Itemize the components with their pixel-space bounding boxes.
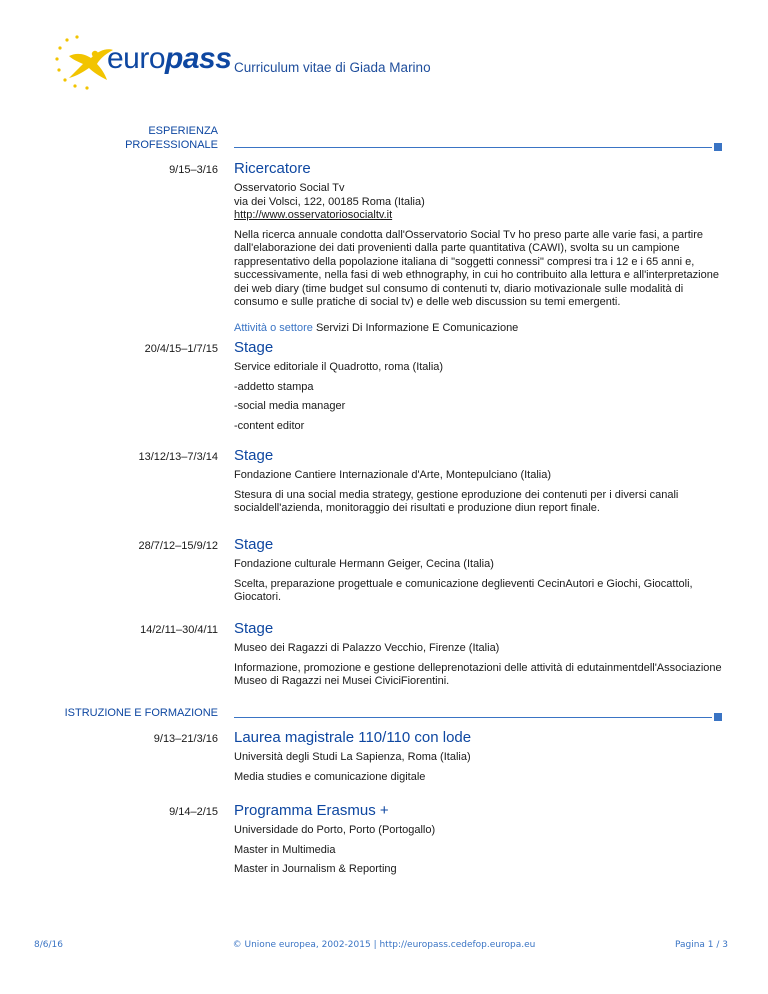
experience-entry [234, 536, 726, 611]
entry-title: Laurea magistrale 110/110 con lode [234, 729, 472, 746]
entry-line: -addetto stampa [234, 380, 314, 393]
entry-line: -content editor [234, 419, 305, 432]
entry-line: -social media manager [234, 400, 346, 412]
brand-suffix: pass [165, 42, 232, 75]
experience-entry [234, 620, 726, 695]
entry-date: 28/7/12–15/9/12 [138, 540, 218, 552]
entry-org: Service editoriale il Quadrotto, roma (Italia) [234, 361, 444, 373]
entry-line: Master in Multimedia [234, 843, 336, 856]
education-entry [234, 729, 726, 790]
sector-value: Servizi Di Informazione E Comunicazione [315, 321, 519, 334]
experience-entry [234, 339, 726, 439]
education-entry [234, 802, 726, 883]
entry-org: Museo dei Ragazzi di Palazzo Vecchio, Firenze (Italia) [234, 642, 500, 654]
footer-page-number: Pagina 1 / 3 [674, 940, 728, 950]
entry-date: 9/14–2/15 [169, 806, 218, 818]
entry-description: Nella ricerca annuale condotta dall'Osservatorio Social Tv ho preso parte alle varie fasi, a partire dall'elaborazione dei dati provenienti dalla parte quantitativa (CAWI), svolta su un campione rappresentativo della popolazione italiana di "soggetti connessi" compresi tra i 12 e i 65 anni e, successivamente, nella fasi di web ethnography, in cui ho contribuito alla lettura e all'interpretazione dei web diary (time budget sul consumo di contenuti tv, diario motivazionale sulle modalità di consumo e sulle pratiche di social tv) e delle web discussion su temi emergenti. [234, 228, 719, 308]
entry-title: Stage [234, 339, 274, 356]
experience-entry [234, 160, 726, 341]
entry-title: Stage [234, 620, 274, 637]
entry-line: Master in Journalism & Reporting [234, 863, 397, 875]
entry-date: 9/13–21/3/16 [153, 733, 218, 745]
section-marker [714, 143, 722, 151]
entry-description: Informazione, promozione e gestione delleprenotazioni delle attività di edutainmentdell'Associazione Museo di Ragazzi nei Musei CiviciFiorentini. [234, 661, 722, 687]
entry-date: 20/4/15–1/7/15 [144, 343, 218, 355]
section-label-education: ISTRUZIONE E FORMAZIONE [64, 707, 218, 719]
europass-star-icon [55, 34, 115, 92]
entry-org: Universidade do Porto, Porto (Portogallo) [234, 824, 436, 836]
section-divider [234, 717, 712, 718]
entry-description: Scelta, preparazione progettuale e comunicazione deglieventi CecinAutori e Giochi, Giocattoli, Giocatori. [234, 577, 693, 603]
entry-org: Fondazione Cantiere Internazionale d'Arte, Montepulciano (Italia) [234, 469, 552, 481]
experience-entry [234, 447, 726, 522]
entry-title: Stage [234, 447, 274, 464]
sector-label: Attività o settore [234, 321, 313, 334]
entry-date: 9/15–3/16 [169, 164, 218, 176]
entry-title: Programma Erasmus + [234, 802, 389, 819]
entry-title: Ricercatore [234, 160, 311, 177]
europass-logo [55, 34, 235, 92]
footer-date: 8/6/16 [34, 940, 63, 950]
entry-description: Stesura di una social media strategy, gestione eproduzione dei contenuti per i diversi canali socialdell'azienda, monitoraggio dei risultati e produzione diun report finale. [234, 488, 679, 514]
entry-org: Università degli Studi La Sapienza, Roma (Italia) [234, 751, 471, 763]
cv-title: Curriculum vitae di Giada Marino [234, 60, 431, 75]
entry-date: 13/12/13–7/3/14 [138, 451, 218, 463]
entry-date: 14/2/11–30/4/11 [140, 624, 218, 636]
footer-copyright: © Unione europea, 2002-2015 | http://europass.cedefop.europa.eu [232, 940, 536, 950]
section-marker [714, 713, 722, 721]
entry-org: Fondazione culturale Hermann Geiger, Cecina (Italia) [234, 558, 494, 570]
entry-address: via dei Volsci, 122, 00185 Roma (Italia) [234, 195, 425, 208]
entry-org: Osservatorio Social Tv [234, 182, 345, 194]
entry-website-link[interactable]: http://www.osservatoriosocialtv.it [234, 209, 393, 221]
section-divider [234, 147, 712, 148]
section-label-experience: ESPERIENZA PROFESSIONALE [125, 125, 218, 151]
entry-line: Media studies e comunicazione digitale [234, 770, 426, 783]
europass-wordmark [107, 42, 231, 76]
brand-prefix: euro [107, 42, 166, 75]
entry-title: Stage [234, 536, 274, 553]
